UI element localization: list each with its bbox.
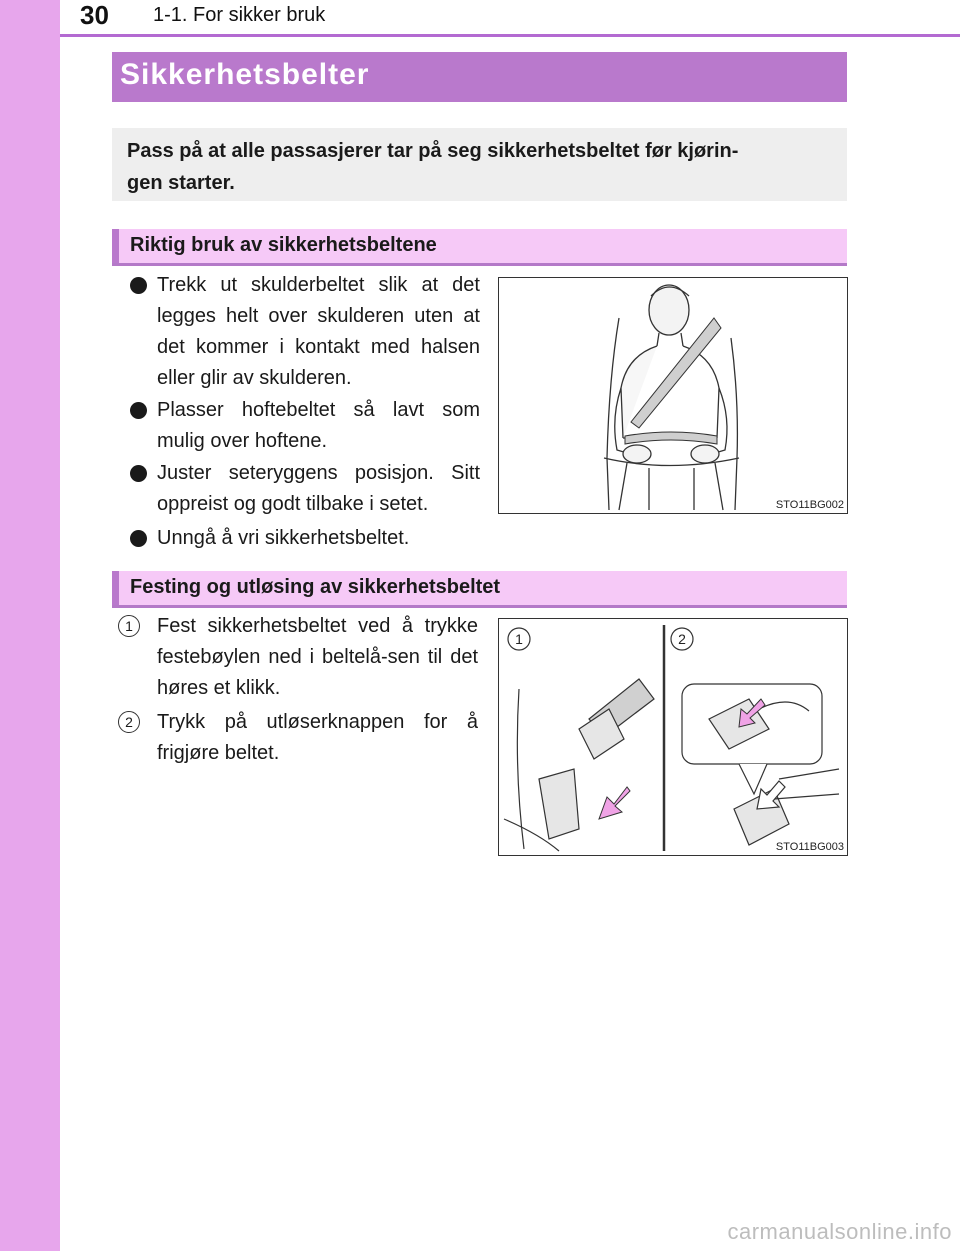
left-margin-bar (0, 0, 60, 1251)
bullet-icon (130, 465, 147, 482)
figure-seated-person (498, 277, 848, 514)
intro-text (127, 135, 837, 199)
list-item (130, 395, 480, 457)
step-number-badge: 1 (118, 615, 140, 637)
figure-label-1: 1 (515, 631, 523, 647)
title-band (112, 52, 847, 102)
list-item (130, 270, 480, 394)
bullet-text: Trekk ut skulderbeltet slik at det legges helt over skulderen uten at det kommer i kontakt med halsen eller glir av skulderen. (157, 274, 480, 389)
push-arrow-icon (599, 787, 630, 819)
bullet-icon (130, 277, 147, 294)
subheading-text: Festing og utløsing av sikkerhetsbeltet (130, 576, 501, 598)
figure-label-2: 2 (678, 631, 686, 647)
page-title: Sikkerhetsbelter (120, 58, 370, 91)
step-text: Trykk på utløserknappen for å frigjøre beltet. (157, 711, 478, 764)
seated-person-illustration (499, 278, 847, 513)
intro-box (112, 128, 847, 201)
bullet-text: Plasser hoftebeltet så lavt som mulig over hoftene. (157, 399, 480, 452)
buckle-illustration (499, 619, 847, 855)
page-number: 30 (80, 0, 109, 30)
subheading-text: Riktig bruk av sikkerhetsbeltene (130, 234, 437, 256)
subheading-fastening (112, 571, 847, 608)
subheading-correct-use (112, 229, 847, 266)
step-text: Fest sikkerhetsbeltet ved å trykke festebøylen ned i beltelå-sen til det høres et klikk. (157, 615, 478, 699)
figure-code: STO11BG002 (775, 499, 844, 511)
figure-code: STO11BG003 (775, 841, 844, 853)
bullet-text: Juster seteryggens posisjon. Sitt oppreist og godt tilbake i setet. (157, 462, 480, 515)
step-number-badge: 2 (118, 711, 140, 733)
subheading-accent (112, 229, 119, 263)
intro-line-1: Pass på at alle passasjerer tar på seg sikkerhetsbeltet før kjørin- (127, 140, 739, 162)
intro-line-2: gen starter. (127, 172, 235, 194)
list-item (130, 523, 480, 554)
step-item (118, 707, 478, 769)
bullet-text: Unngå å vri sikkerhetsbeltet. (157, 527, 410, 549)
bullet-icon (130, 530, 147, 547)
watermark: carmanualsonline.info (727, 1219, 952, 1244)
bullet-icon (130, 402, 147, 419)
section-label: 1-1. For sikker bruk (153, 4, 326, 26)
list-item (130, 458, 480, 520)
step-item (118, 611, 478, 704)
header-rule (60, 34, 960, 37)
subheading-accent (112, 571, 119, 605)
figure-buckle (498, 618, 848, 856)
